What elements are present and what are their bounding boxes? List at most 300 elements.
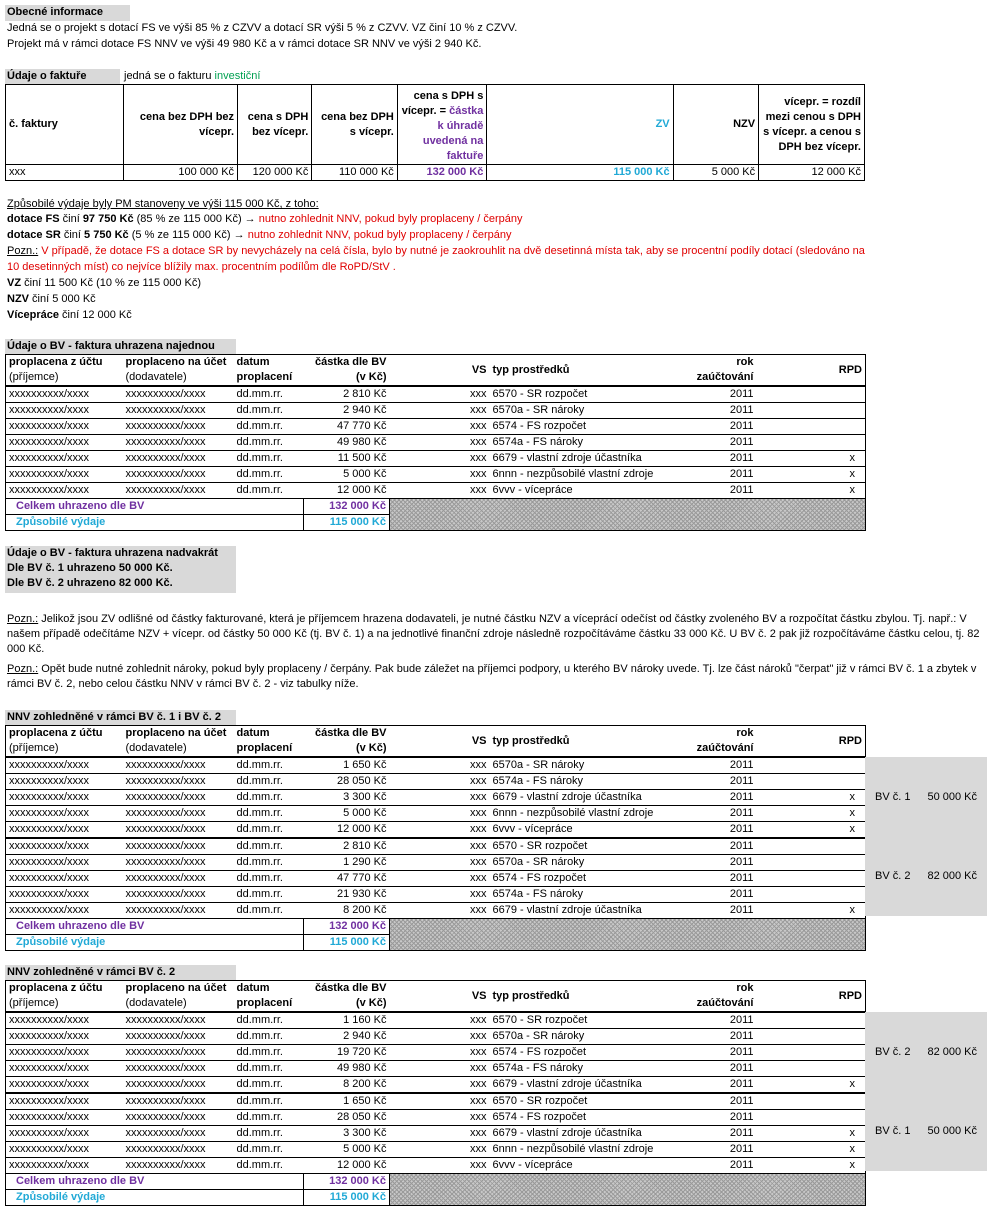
- cell-payee-account: xxxxxxxxxx/xxxx: [123, 903, 234, 919]
- split-payment-bv1: Dle BV č. 1 uhrazeno 50 000 Kč.: [7, 562, 173, 574]
- cell-payer-account: xxxxxxxxxx/xxxx: [6, 1142, 123, 1158]
- cell-amount: 21 930 Kč: [304, 887, 390, 903]
- bv3-header-amount: částka dle BV: [304, 981, 390, 997]
- bv3-group1-label: [865, 1012, 987, 1091]
- cell-fund-type: 6nnn - nezpůsobilé vlastní zdroje: [490, 1142, 673, 1158]
- bv1-header-row: [6, 355, 866, 371]
- cell-payee-account: xxxxxxxxxx/xxxx: [123, 855, 234, 871]
- table-row: [6, 1110, 866, 1126]
- cell-amount: 8 200 Kč: [304, 903, 390, 919]
- vz-value: činí 11 500 Kč (10 % ze 115 000 Kč): [21, 277, 202, 289]
- bv3-header-year-sub: zaúčtování: [673, 996, 757, 1012]
- cell-payment-date: dd.mm.rr.: [234, 790, 304, 806]
- cell-amount: 1 290 Kč: [304, 855, 390, 871]
- cell-payer-account: xxxxxxxxxx/xxxx: [6, 855, 123, 871]
- table-row: [6, 871, 866, 887]
- general-line-1: Jedná se o projekt s dotací FS ve výši 85 % z CZVV a dotací SR výši 5 % z CZVV. VZ činí 10 % z CZVV.: [7, 22, 518, 34]
- cell-fund-type: 6nnn - nezpůsobilé vlastní zdroje: [490, 467, 673, 483]
- cell-fund-type: 6570a - SR nároky: [490, 403, 673, 419]
- invoice-header-zv: ZV: [487, 85, 673, 165]
- cell-fund-type: 6vvv - vícepráce: [490, 822, 673, 839]
- total-paid-row: [6, 499, 866, 515]
- cell-payment-date: dd.mm.rr.: [234, 838, 304, 855]
- invoice-table: [5, 84, 865, 181]
- rounding-note-2: 10 desetinných míst) co nejvíce blížily max. procentním podílům dle RoPD/StV .: [7, 261, 396, 273]
- bv1-header-payment-date-sub: proplacení: [234, 370, 304, 386]
- cell-year: 2011: [673, 1045, 757, 1061]
- invoice-header-price-net-a: cena bez DPH bez: [139, 110, 235, 123]
- cell-payment-date: dd.mm.rr.: [234, 774, 304, 790]
- cell-fund-type: 6574 - FS rozpočet: [490, 1045, 673, 1061]
- cell-payment-date: dd.mm.rr.: [234, 1158, 304, 1174]
- bv3-group2-amount: 50 000 Kč: [927, 1125, 977, 1137]
- table-row: [6, 1093, 866, 1110]
- table-row: [6, 903, 866, 919]
- cell-rpd: [757, 1012, 866, 1029]
- table-row: [6, 435, 866, 451]
- cell-payee-account: xxxxxxxxxx/xxxx: [123, 1045, 234, 1061]
- bv2-header-payment-date: datum: [234, 726, 304, 742]
- bv3-table: [5, 980, 866, 1206]
- cell-year: 2011: [673, 1110, 757, 1126]
- cell-rpd: [757, 386, 866, 403]
- invoice-header-number: č. faktury: [6, 85, 124, 165]
- cell-amount: 2 810 Kč: [304, 386, 390, 403]
- cell-payer-account: xxxxxxxxxx/xxxx: [6, 386, 123, 403]
- cell-payment-date: dd.mm.rr.: [234, 1045, 304, 1061]
- cell-fund-type: 6679 - vlastní zdroje účastníka: [490, 451, 673, 467]
- cell-payer-account: xxxxxxxxxx/xxxx: [6, 887, 123, 903]
- cell-payment-date: dd.mm.rr.: [234, 403, 304, 419]
- cell-payee-account: xxxxxxxxxx/xxxx: [123, 419, 234, 435]
- rounding-note-1: [7, 244, 865, 259]
- total-paid-row: [6, 1174, 866, 1190]
- table-row: [6, 887, 866, 903]
- extra-work-label: Vícepráce: [7, 309, 59, 321]
- note-claims-text: Opět bude nutné zohlednit nároky, pokud byly proplaceny / čerpány. Pak bude záležet na příjemci podpory, u kterého BV nároky uvede. Tj. lze část nároků "čerpat" již v rámci BV č. 1 a zbytek v rámci BV č. 2, nebo celou částku NNV v rámci BV č. 2 - viz tabulky níže.: [7, 663, 977, 690]
- cell-payee-account: xxxxxxxxxx/xxxx: [123, 1142, 234, 1158]
- cell-year: 2011: [673, 774, 757, 790]
- cell-rpd: [757, 1061, 866, 1077]
- cell-year: 2011: [673, 871, 757, 887]
- note-deduction-label: Pozn.:: [7, 613, 39, 625]
- cell-year: 2011: [673, 806, 757, 822]
- cell-vs: xxx: [390, 403, 490, 419]
- table-row: [6, 467, 866, 483]
- cell-amount: 12 000 Kč: [304, 1158, 390, 1174]
- cell-amount: 3 300 Kč: [304, 790, 390, 806]
- cell-year: 2011: [673, 887, 757, 903]
- cell-vs: xxx: [390, 871, 490, 887]
- cell-rpd: [757, 871, 866, 887]
- cell-payment-date: dd.mm.rr.: [234, 451, 304, 467]
- cell-payee-account: xxxxxxxxxx/xxxx: [123, 757, 234, 774]
- cell-rpd: x: [757, 483, 866, 499]
- cell-payee-account: xxxxxxxxxx/xxxx: [123, 887, 234, 903]
- cell-fund-type: 6vvv - vícepráce: [490, 483, 673, 499]
- cell-vs: xxx: [390, 1093, 490, 1110]
- cell-amount: 5 000 Kč: [304, 1142, 390, 1158]
- cell-payment-date: dd.mm.rr.: [234, 1061, 304, 1077]
- invoice-header-total-a: cena s DPH s: [413, 90, 484, 102]
- bv2-group1-label: [865, 757, 987, 836]
- invoice-header-total-d: k úhradě: [437, 120, 484, 132]
- fs-line: [7, 212, 522, 227]
- invoice-header-price-vat-b: bez vícepr.: [252, 125, 309, 138]
- cell-payment-date: dd.mm.rr.: [234, 1126, 304, 1142]
- split-payment-bv2: Dle BV č. 2 uhrazeno 82 000 Kč.: [7, 577, 173, 589]
- cell-payment-date: dd.mm.rr.: [234, 1012, 304, 1029]
- bv2-group1-rows: [6, 757, 866, 838]
- nzv-value: činí 5 000 Kč: [29, 293, 96, 305]
- cell-payer-account: xxxxxxxxxx/xxxx: [6, 1126, 123, 1142]
- cell-fund-type: 6679 - vlastní zdroje účastníka: [490, 903, 673, 919]
- cell-payee-account: xxxxxxxxxx/xxxx: [123, 451, 234, 467]
- bv3-group2-rows: [6, 1093, 866, 1174]
- cell-fund-type: 6574 - FS rozpočet: [490, 419, 673, 435]
- bv1-table: [5, 354, 866, 531]
- cell-vs: xxx: [390, 1061, 490, 1077]
- cell-rpd: x: [757, 903, 866, 919]
- cell-payee-account: xxxxxxxxxx/xxxx: [123, 1061, 234, 1077]
- cell-payer-account: xxxxxxxxxx/xxxx: [6, 1029, 123, 1045]
- bv1-header-amount-sub: (v Kč): [304, 370, 390, 386]
- cell-vs: xxx: [390, 467, 490, 483]
- cell-payee-account: xxxxxxxxxx/xxxx: [123, 1029, 234, 1045]
- bv2-header-row: [6, 726, 866, 742]
- invoice-header-price-vat-a: cena s DPH: [247, 110, 309, 123]
- invoice-cell-zv: 115 000 Kč: [487, 165, 673, 181]
- cell-year: 2011: [673, 757, 757, 774]
- bv2-header-payer-account: proplacena z účtu: [6, 726, 123, 742]
- cell-amount: 3 300 Kč: [304, 1126, 390, 1142]
- cell-payee-account: xxxxxxxxxx/xxxx: [123, 386, 234, 403]
- cell-year: 2011: [673, 467, 757, 483]
- cell-payee-account: xxxxxxxxxx/xxxx: [123, 822, 234, 839]
- cell-payment-date: dd.mm.rr.: [234, 435, 304, 451]
- bv1-header-fund-type: typ prostředků: [490, 355, 673, 387]
- bv2-group2-label: [865, 836, 987, 916]
- bv2-header-payment-date-sub: proplacení: [234, 741, 304, 757]
- cell-vs: xxx: [390, 855, 490, 871]
- cell-payee-account: xxxxxxxxxx/xxxx: [123, 467, 234, 483]
- rounding-note-label: Pozn.:: [7, 245, 39, 257]
- fs-warning: nutno zohlednit NNV, pokud byly proplaceny / čerpány: [258, 213, 523, 225]
- total-eligible-value: 115 000 Kč: [304, 1190, 390, 1206]
- cell-fund-type: 6570 - SR rozpočet: [490, 838, 673, 855]
- invoice-cell-extra: 12 000 Kč: [759, 165, 865, 181]
- invoice-header-nzv: NZV: [673, 85, 758, 165]
- bv3-header-fund-type: typ prostředků: [490, 981, 673, 1013]
- table-row: [6, 774, 866, 790]
- cell-amount: 11 500 Kč: [304, 451, 390, 467]
- cell-payer-account: xxxxxxxxxx/xxxx: [6, 903, 123, 919]
- total-eligible-value: 115 000 Kč: [304, 515, 390, 531]
- cell-vs: xxx: [390, 451, 490, 467]
- cell-amount: 12 000 Kč: [304, 822, 390, 839]
- bv2-header-amount-sub: (v Kč): [304, 741, 390, 757]
- cell-payment-date: dd.mm.rr.: [234, 887, 304, 903]
- cell-rpd: [757, 757, 866, 774]
- bv2-header-vs: VS: [390, 726, 490, 758]
- cell-rpd: [757, 1093, 866, 1110]
- cell-rpd: x: [757, 1126, 866, 1142]
- cell-year: 2011: [673, 903, 757, 919]
- cell-year: 2011: [673, 1012, 757, 1029]
- cell-vs: xxx: [390, 419, 490, 435]
- split-payment-heading: Údaje o BV - faktura uhrazena nadvakrát: [7, 547, 218, 559]
- table-row: [6, 1077, 866, 1094]
- cell-payer-account: xxxxxxxxxx/xxxx: [6, 757, 123, 774]
- cell-payee-account: xxxxxxxxxx/xxxx: [123, 838, 234, 855]
- bv3-header-payment-date: datum: [234, 981, 304, 997]
- cell-payment-date: dd.mm.rr.: [234, 419, 304, 435]
- cell-fund-type: 6574 - FS rozpočet: [490, 1110, 673, 1126]
- bv3-header-row: [6, 981, 866, 997]
- bv3-group1-name: BV č. 2: [875, 1045, 911, 1058]
- cell-payment-date: dd.mm.rr.: [234, 483, 304, 499]
- fs-amount: 97 750 Kč: [82, 213, 134, 225]
- cell-year: 2011: [673, 1029, 757, 1045]
- cell-vs: xxx: [390, 774, 490, 790]
- table-row: [6, 855, 866, 871]
- bv1-header-payer-account: proplacena z účtu: [6, 355, 123, 371]
- cell-fund-type: 6574a - FS nároky: [490, 774, 673, 790]
- cell-payee-account: xxxxxxxxxx/xxxx: [123, 403, 234, 419]
- bv2-group1-amount: 50 000 Kč: [927, 790, 977, 803]
- sr-label: dotace SR: [7, 229, 61, 241]
- bv2-group1-name: BV č. 1: [875, 790, 911, 803]
- vz-line: [7, 276, 201, 291]
- cell-year: 2011: [673, 451, 757, 467]
- bv3-group1-rows: [6, 1012, 866, 1093]
- table-row: [6, 806, 866, 822]
- table-row: [6, 757, 866, 774]
- cell-fund-type: 6570a - SR nároky: [490, 1029, 673, 1045]
- cell-payment-date: dd.mm.rr.: [234, 757, 304, 774]
- cell-payer-account: xxxxxxxxxx/xxxx: [6, 790, 123, 806]
- extra-work-line: [7, 308, 132, 323]
- bv2-group2-name: BV č. 2: [875, 870, 911, 882]
- note-claims: [7, 662, 989, 692]
- cell-rpd: x: [757, 1142, 866, 1158]
- vz-label: VZ: [7, 277, 22, 289]
- cell-rpd: x: [757, 822, 866, 839]
- cell-payment-date: dd.mm.rr.: [234, 903, 304, 919]
- bv1-header-rpd: RPD: [757, 355, 866, 387]
- cell-fund-type: 6nnn - nezpůsobilé vlastní zdroje: [490, 806, 673, 822]
- cell-payer-account: xxxxxxxxxx/xxxx: [6, 1077, 123, 1094]
- cell-amount: 2 940 Kč: [304, 1029, 390, 1045]
- invoice-header-total-b: vícepr. =: [401, 105, 447, 117]
- cell-vs: xxx: [390, 435, 490, 451]
- cell-payee-account: xxxxxxxxxx/xxxx: [123, 1012, 234, 1029]
- invoice-header-total-c: částka: [449, 105, 484, 117]
- nzv-line: [7, 292, 96, 307]
- fs-detail: (85 % ze 115 000 Kč) →: [133, 213, 259, 225]
- invoice-header-total-f: faktuře: [446, 150, 484, 162]
- total-eligible-label: Způsobilé výdaje: [6, 515, 304, 531]
- invoice-type: investiční: [214, 70, 261, 82]
- cell-year: 2011: [673, 855, 757, 871]
- cell-rpd: [757, 855, 866, 871]
- table-row: [6, 451, 866, 467]
- cell-amount: 47 770 Kč: [304, 871, 390, 887]
- cell-amount: 5 000 Kč: [304, 806, 390, 822]
- cell-payer-account: xxxxxxxxxx/xxxx: [6, 838, 123, 855]
- cell-payment-date: dd.mm.rr.: [234, 871, 304, 887]
- cell-payee-account: xxxxxxxxxx/xxxx: [123, 435, 234, 451]
- cell-payee-account: xxxxxxxxxx/xxxx: [123, 871, 234, 887]
- split-payment-box: [5, 546, 236, 593]
- invoice-note: [124, 69, 260, 84]
- table-row: [6, 386, 866, 403]
- cell-rpd: [757, 1045, 866, 1061]
- cell-year: 2011: [673, 1158, 757, 1174]
- cell-payee-account: xxxxxxxxxx/xxxx: [123, 774, 234, 790]
- table-row: [6, 1029, 866, 1045]
- cell-fund-type: 6679 - vlastní zdroje účastníka: [490, 1077, 673, 1094]
- cell-payer-account: xxxxxxxxxx/xxxx: [6, 435, 123, 451]
- table-row: [6, 483, 866, 499]
- table-row: [6, 1142, 866, 1158]
- sr-warning: nutno zohlednit NNV, pokud byly proplaceny / čerpány: [247, 229, 512, 241]
- bv3-heading: NNV zohledněné v rámci BV č. 2: [5, 965, 236, 980]
- invoice-cell-total: 132 000 Kč: [397, 165, 487, 181]
- note-claims-label: Pozn.:: [7, 663, 39, 675]
- note-deduction: [7, 612, 989, 657]
- cell-year: 2011: [673, 1077, 757, 1094]
- cell-year: 2011: [673, 1142, 757, 1158]
- cell-payer-account: xxxxxxxxxx/xxxx: [6, 1012, 123, 1029]
- cell-rpd: [757, 403, 866, 419]
- cell-rpd: x: [757, 451, 866, 467]
- cell-year: 2011: [673, 386, 757, 403]
- bv2-group2-rows: [6, 838, 866, 919]
- cell-amount: 47 770 Kč: [304, 419, 390, 435]
- cell-payee-account: xxxxxxxxxx/xxxx: [123, 1158, 234, 1174]
- total-paid-value: 132 000 Kč: [304, 1174, 390, 1190]
- cell-vs: xxx: [390, 822, 490, 839]
- bv3-header-payer-account-sub: (příjemce): [6, 996, 123, 1012]
- cell-amount: 1 650 Kč: [304, 757, 390, 774]
- fs-label: dotace FS: [7, 213, 60, 225]
- cell-amount: 28 050 Kč: [304, 774, 390, 790]
- cell-payment-date: dd.mm.rr.: [234, 1110, 304, 1126]
- bv3-header-payer-account: proplacena z účtu: [6, 981, 123, 997]
- cell-amount: 1 650 Kč: [304, 1093, 390, 1110]
- bv1-header-payee-account: proplaceno na účet: [123, 355, 234, 371]
- cell-payer-account: xxxxxxxxxx/xxxx: [6, 1093, 123, 1110]
- cell-vs: xxx: [390, 386, 490, 403]
- bv1-header-payee-account-sub: (dodavatele): [123, 370, 234, 386]
- table-row: [6, 1012, 866, 1029]
- cell-rpd: [757, 1110, 866, 1126]
- cell-vs: xxx: [390, 838, 490, 855]
- bv2-header-payer-account-sub: (příjemce): [6, 741, 123, 757]
- invoice-header-extra-b: mezi cenou s DPH: [765, 110, 861, 123]
- cell-payment-date: dd.mm.rr.: [234, 1077, 304, 1094]
- sr-verb: činí: [60, 229, 85, 241]
- cell-payment-date: dd.mm.rr.: [234, 1029, 304, 1045]
- cell-payment-date: dd.mm.rr.: [234, 1093, 304, 1110]
- cell-amount: 49 980 Kč: [304, 435, 390, 451]
- total-eligible-label: Způsobilé výdaje: [6, 1190, 304, 1206]
- cell-payer-account: xxxxxxxxxx/xxxx: [6, 419, 123, 435]
- cell-vs: xxx: [390, 790, 490, 806]
- cell-year: 2011: [673, 1126, 757, 1142]
- invoice-header-extra-d: DPH bez vícepr.: [778, 140, 861, 153]
- cell-vs: xxx: [390, 1110, 490, 1126]
- bv3-group1-amount: 82 000 Kč: [927, 1045, 977, 1058]
- cell-payer-account: xxxxxxxxxx/xxxx: [6, 1045, 123, 1061]
- total-paid-label: Celkem uhrazeno dle BV: [6, 919, 304, 935]
- cell-fund-type: 6570a - SR nároky: [490, 757, 673, 774]
- cell-vs: xxx: [390, 1142, 490, 1158]
- invoice-note-prefix: jedná se o fakturu: [124, 70, 212, 82]
- cell-amount: 28 050 Kč: [304, 1110, 390, 1126]
- invoice-cell-number: xxx: [6, 165, 124, 181]
- cell-payment-date: dd.mm.rr.: [234, 822, 304, 839]
- cell-payment-date: dd.mm.rr.: [234, 467, 304, 483]
- total-paid-label: Celkem uhrazeno dle BV: [6, 499, 304, 515]
- cell-fund-type: 6570 - SR rozpočet: [490, 1012, 673, 1029]
- bv2-header-amount: částka dle BV: [304, 726, 390, 742]
- cell-payer-account: xxxxxxxxxx/xxxx: [6, 1158, 123, 1174]
- bv2-header-payee-account-sub: (dodavatele): [123, 741, 234, 757]
- cell-amount: 5 000 Kč: [304, 467, 390, 483]
- table-row: [6, 1158, 866, 1174]
- rounding-note-text: V případě, že dotace FS a dotace SR by nevycházely na celá čísla, bylo by nutné je zaokrouhlit na dvě desetinná místa tak, aby se procentní podíly dotací (sledováno na: [38, 245, 865, 257]
- cell-payer-account: xxxxxxxxxx/xxxx: [6, 871, 123, 887]
- bv2-header-year-sub: zaúčtování: [673, 741, 757, 757]
- cell-year: 2011: [673, 403, 757, 419]
- cell-fund-type: 6574 - FS rozpočet: [490, 871, 673, 887]
- total-paid-value: 132 000 Kč: [304, 919, 390, 935]
- cell-payer-account: xxxxxxxxxx/xxxx: [6, 822, 123, 839]
- bv3-group2-name: BV č. 1: [875, 1125, 911, 1137]
- cell-rpd: [757, 774, 866, 790]
- table-row: [6, 790, 866, 806]
- cell-amount: 19 720 Kč: [304, 1045, 390, 1061]
- invoice-header-extra-c: s vícepr. a cenou s: [763, 125, 861, 138]
- cell-fund-type: 6574a - FS nároky: [490, 887, 673, 903]
- table-row: [6, 822, 866, 839]
- bv3-header-rpd: RPD: [757, 981, 866, 1013]
- cell-payer-account: xxxxxxxxxx/xxxx: [6, 1110, 123, 1126]
- bv2-header-payee-account: proplaceno na účet: [123, 726, 234, 742]
- cell-year: 2011: [673, 435, 757, 451]
- bv1-header-vs: VS: [390, 355, 490, 387]
- cell-vs: xxx: [390, 1029, 490, 1045]
- bv2-heading: NNV zohledněné v rámci BV č. 1 i BV č. 2: [5, 710, 236, 725]
- cell-year: 2011: [673, 790, 757, 806]
- bv3-header-payee-account: proplaceno na účet: [123, 981, 234, 997]
- cell-vs: xxx: [390, 903, 490, 919]
- general-line-2: Projekt má v rámci dotace FS NNV ve výši 49 980 Kč a v rámci dotace SR NNV ve výši 2 940 Kč.: [7, 38, 482, 50]
- cell-payment-date: dd.mm.rr.: [234, 386, 304, 403]
- bv1-header-year-sub: zaúčtování: [673, 370, 757, 386]
- bv1-heading: Údaje o BV - faktura uhrazena najednou: [5, 339, 236, 354]
- cell-amount: 12 000 Kč: [304, 483, 390, 499]
- bv2-header-fund-type: typ prostředků: [490, 726, 673, 758]
- cell-payee-account: xxxxxxxxxx/xxxx: [123, 1126, 234, 1142]
- cell-fund-type: 6vvv - vícepráce: [490, 1158, 673, 1174]
- invoice-row: [6, 165, 865, 181]
- cell-rpd: [757, 838, 866, 855]
- cell-rpd: x: [757, 806, 866, 822]
- cell-vs: xxx: [390, 1158, 490, 1174]
